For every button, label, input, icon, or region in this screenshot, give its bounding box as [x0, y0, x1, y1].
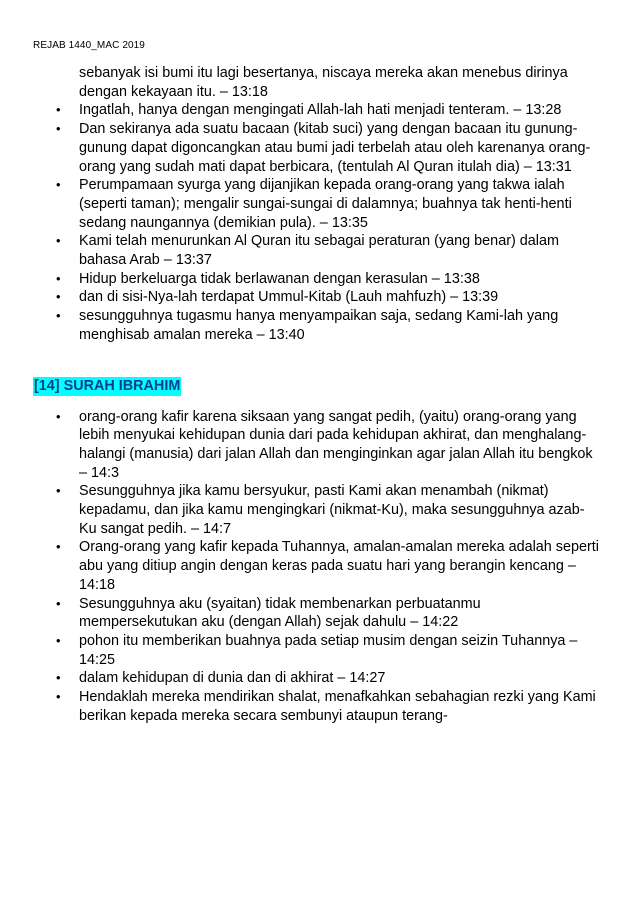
list-item: • Dan sekiranya ada suatu bacaan (kitab suci) yang dengan bacaan itu gunung-gunung dapat digoncangkan atau bumi jadi terbelah atau oleh karenanya orang-orang yang sudah mati dapat berbicara, (tentulah Al Quran itulah dia) – 13:31	[79, 120, 601, 176]
list-item: • Hendaklah mereka mendirikan shalat, menafkahkan sebahagian rezki yang Kami berikan kepada mereka secara sembunyi ataupun terang-	[79, 688, 601, 725]
list-item: • pohon itu memberikan buahnya pada setiap musim dengan seizin Tuhannya – 14:25	[79, 632, 601, 669]
list-item: • Hidup berkeluarga tidak berlawanan dengan kerasulan – 13:38	[79, 270, 601, 289]
list-item: • dan di sisi-Nya-lah terdapat Ummul-Kitab (Lauh mahfuzh) – 13:39	[79, 288, 601, 307]
list-item: • Perumpamaan syurga yang dijanjikan kepada orang-orang yang takwa ialah (seperti taman); mengalir sungai-sungai di dalamnya; buahnya tak henti-henti sedang naungannya (demikian pula). – 13:35	[79, 176, 601, 232]
list-item: • Ingatlah, hanya dengan mengingati Allah-lah hati menjadi tenteram. – 13:28	[79, 101, 601, 120]
list-item: • dalam kehidupan di dunia dan di akhirat – 14:27	[79, 669, 601, 688]
list-item: • Orang-orang yang kafir kepada Tuhannya, amalan-amalan mereka adalah seperti abu yang ditiup angin dengan keras pada suatu hari yang berangin kencang – 14:18	[79, 538, 601, 594]
section-heading-wrap	[33, 377, 638, 398]
list-item: • Sesungguhnya aku (syaitan) tidak membenarkan perbuatanmu mempersekutukan aku (dengan Allah) sejak dahulu – 14:22	[79, 595, 601, 632]
verse-list-surah-14	[0, 408, 638, 726]
verse-list-surah-13	[0, 101, 638, 344]
list-item: • Sesungguhnya jika kamu bersyukur, pasti Kami akan menambah (nikmat) kepadamu, dan jika kamu mengingkari (nikmat-Ku), maka sesungguhnya azab-Ku sangat pedih. – 14:7	[79, 482, 601, 538]
list-item: • Kami telah menurunkan Al Quran itu sebagai peraturan (yang benar) dalam bahasa Arab – 13:37	[79, 232, 601, 269]
section-heading: [14] SURAH IBRAHIM	[34, 377, 181, 394]
list-item: • orang-orang kafir karena siksaan yang sangat pedih, (yaitu) orang-orang yang lebih menyukai kehidupan dunia dari pada kehidupan akhirat, dan menghalang-halangi (manusia) dari jalan Allah dan menginginkan agar jalan Allah itu bengkok – 14:3	[79, 408, 601, 483]
list-item: • sesungguhnya tugasmu hanya menyampaikan saja, sedang Kami-lah yang menghisab amalan mereka – 13:40	[79, 307, 601, 344]
continuation-text: sebanyak isi bumi itu lagi besertanya, niscaya mereka akan menebus dirinya dengan kekayaan itu. – 13:18	[79, 65, 568, 100]
document-body	[0, 64, 638, 726]
page-header: REJAB 1440_MAC 2019	[33, 40, 145, 51]
